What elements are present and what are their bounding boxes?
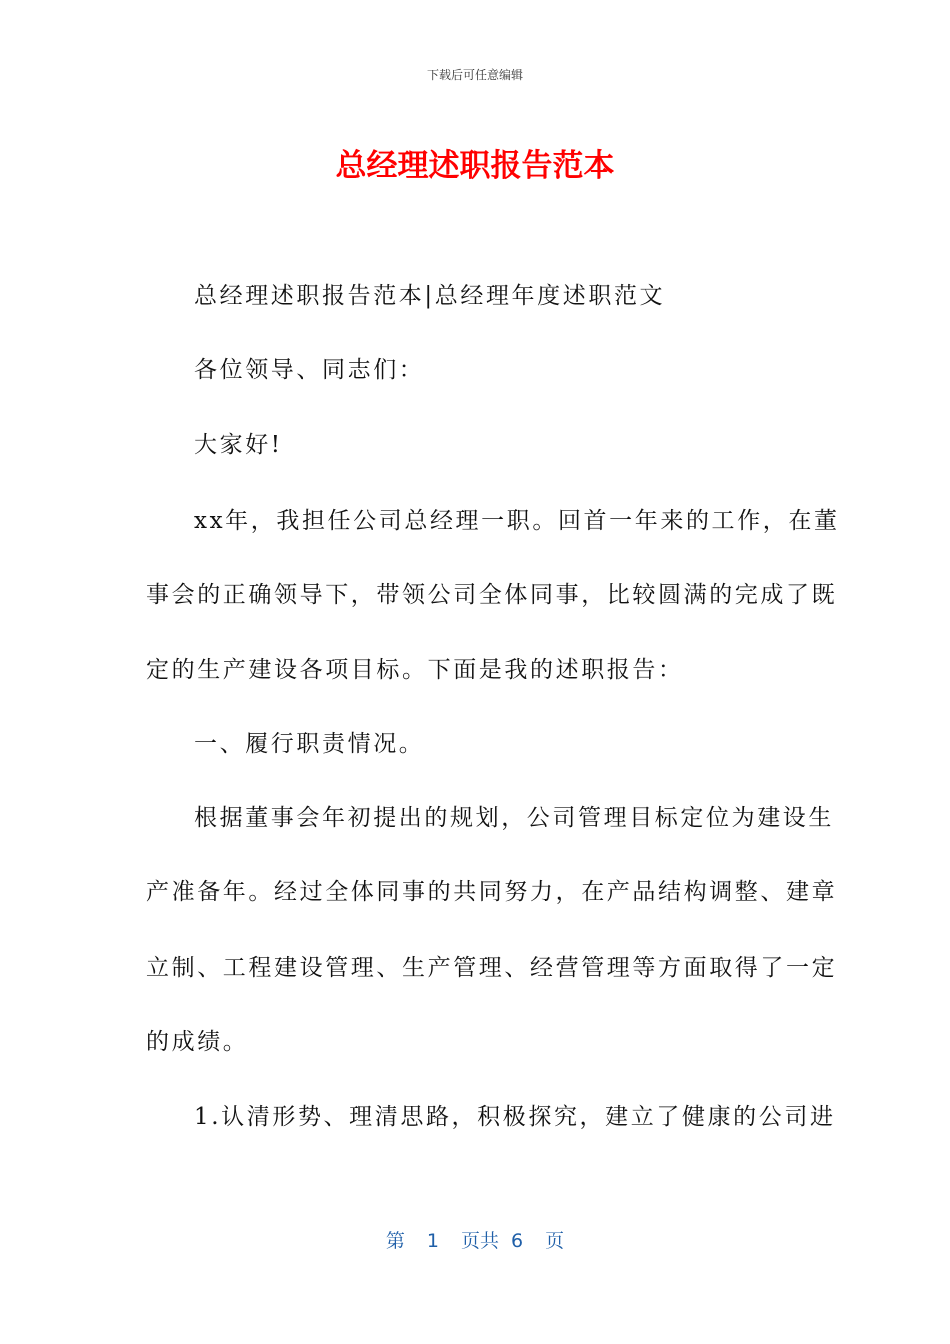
footer-total-pages: 6 (511, 1230, 524, 1252)
paragraph-line: 根据董事会年初提出的规划，公司管理目标定位为建设生 (194, 805, 834, 831)
paragraph-line: 大家好! (194, 432, 283, 458)
footer-page-number: 1 (426, 1230, 439, 1252)
document-title: 总经理述职报告范本 (335, 148, 615, 184)
paragraph-line: 各位领导、同志们： (194, 357, 425, 383)
paragraph-line: 定的生产建设各项目标。下面是我的述职报告： (146, 657, 684, 683)
paragraph-line: 产准备年。经过全体同事的共同努力，在产品结构调整、建章 (146, 879, 838, 905)
footer-page-label: 第 (385, 1230, 405, 1252)
paragraph-line: 的成绩。 (146, 1029, 249, 1055)
paragraph-line: xx年，我担任公司总经理一职。回首一年来的工作，在董 (194, 508, 840, 534)
paragraph-line: 1.认清形势、理清思路，积极探究，建立了健康的公司进 (194, 1104, 836, 1130)
section-heading: 一、履行职责情况。 (194, 731, 425, 757)
paragraph-line: 总经理述职报告范本|总经理年度述职范文 (194, 283, 666, 309)
paragraph-line: 事会的正确领导下，带领公司全体同事，比较圆满的完成了既 (146, 582, 838, 608)
header-note: 下载后可任意编辑 (426, 68, 523, 82)
paragraph-line: 立制、工程建设管理、生产管理、经营管理等方面取得了一定 (146, 955, 838, 981)
page-footer (0, 1226, 950, 1253)
footer-page-suffix: 页 (545, 1230, 565, 1252)
footer-total-label: 页共 (460, 1230, 499, 1252)
